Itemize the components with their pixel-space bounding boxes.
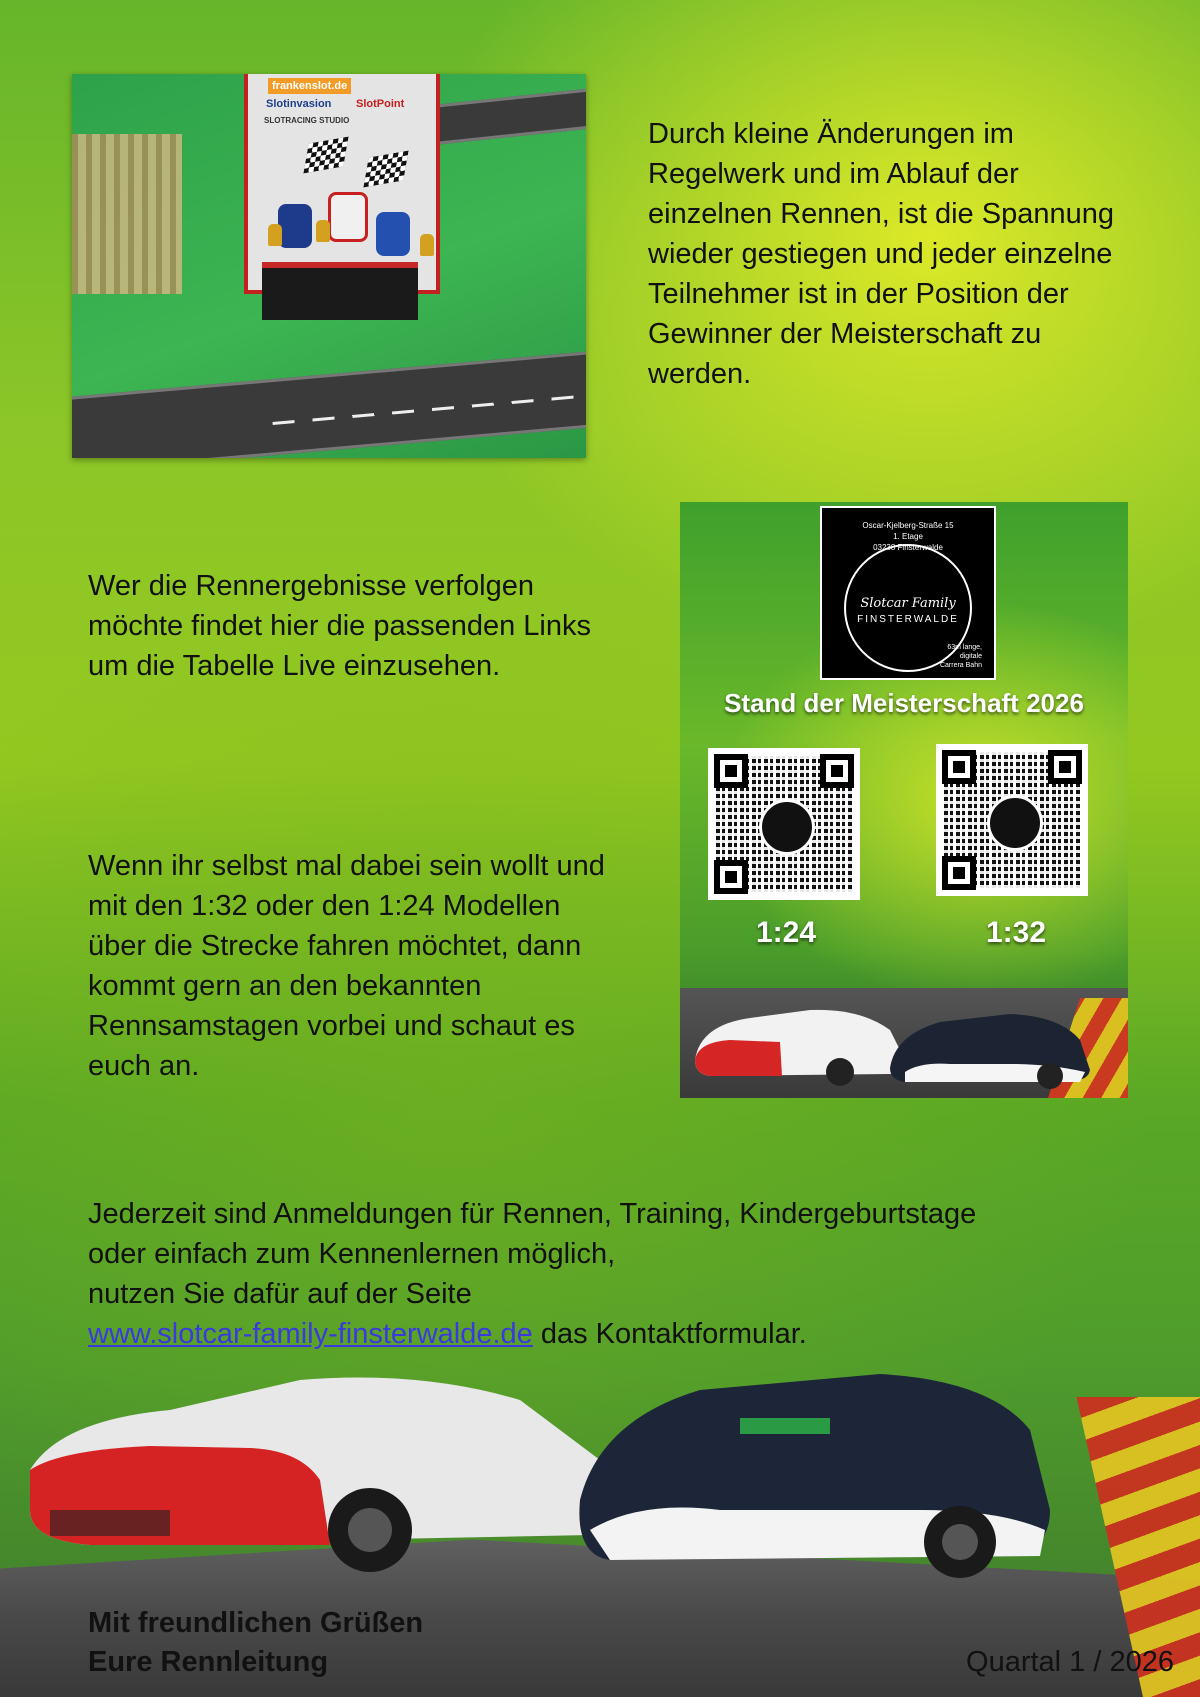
trophy-icon — [420, 234, 434, 256]
sponsor-logo: SLOTRACING STUDIO — [264, 116, 350, 125]
signature-line: Eure Rennleitung — [88, 1646, 329, 1678]
podium-backdrop — [244, 74, 440, 294]
registration-text: Jederzeit sind Anmeldungen für Rennen, Training, Kindergeburtstage oder einfach zum Kennenlernen möglich, nutzen Sie dafür auf der Seite www.slotcar-family-finsterwalde.de das Kontaktformular. — [88, 1198, 977, 1350]
model-car — [328, 192, 368, 242]
club-city: FINSTERWALDE — [857, 614, 959, 625]
closing-greeting — [88, 1604, 423, 1682]
qr-finder — [942, 750, 976, 784]
join-text: Wenn ihr selbst mal dabei sein wollt und mit den 1:32 oder den 1:24 Modellen über die Strecke fahren möchtet, dann kommt gern an den bekannten Rennsamstagen vorbei und schaut es euch an. — [88, 850, 605, 1082]
results-text: Wer die Rennergebnisse verfolgen möchte findet hier die passenden Links um die Tabelle Live einzusehen. — [88, 570, 591, 682]
quarter-label: Quartal 1 / 2026 — [966, 1646, 1174, 1678]
website-link[interactable]: www.slotcar-family-finsterwalde.de — [88, 1318, 533, 1350]
podium-base — [262, 262, 418, 320]
wheel-icon — [1037, 1063, 1063, 1089]
qr-finder — [1048, 750, 1082, 784]
track-note: 63m lange, digitale Carrera Bahn — [939, 644, 982, 669]
club-address: Oscar-Kjelberg-Straße 15 1. Etage 03238 Finsterwalde — [862, 521, 954, 552]
poster-title: Stand der Meisterschaft 2026 — [724, 688, 1084, 718]
porsche-car-red-body — [695, 1040, 782, 1076]
qr-finder — [714, 754, 748, 788]
front-grille — [50, 1510, 170, 1536]
scale-label-1-24: 1:24 — [756, 916, 817, 949]
trophy-icon — [316, 220, 330, 242]
sponsor-logo: frankenslot.de — [268, 78, 351, 94]
scale-label-1-32: 1:32 — [986, 916, 1047, 949]
intro-text: Durch kleine Änderungen im Regelwerk und im Ablauf der einzelnen Rennen, ist die Spannung wieder gestiegen und jeder einzelne Teilnehmer ist in der Position der Gewinner der Meisterschaft zu werden. — [648, 118, 1114, 390]
poster-race-cars — [690, 980, 1110, 1090]
qr-finder — [942, 856, 976, 890]
rim-icon — [348, 1508, 392, 1552]
checkered-flag-icon — [303, 136, 348, 173]
rim-icon — [942, 1524, 978, 1560]
qr-code-1-24[interactable] — [708, 748, 860, 900]
model-car — [278, 204, 312, 248]
checkered-flag-icon — [363, 150, 408, 187]
qr-finder — [820, 754, 854, 788]
trophy-icon — [268, 224, 282, 246]
sponsor-logo: SlotPoint — [356, 98, 405, 110]
qr-code-1-32[interactable] — [936, 744, 1088, 896]
wheel-icon — [826, 1058, 854, 1086]
qr-finder — [714, 860, 748, 894]
wooden-structure — [72, 134, 182, 294]
greeting-line: Mit freundlichen Grüßen — [88, 1607, 424, 1639]
championship-poster — [680, 502, 1128, 1098]
model-car — [376, 212, 410, 256]
sponsor-strip — [740, 1418, 830, 1434]
registration-suffix: das Kontaktformular. — [532, 1318, 807, 1350]
club-logo — [820, 506, 996, 680]
qr-logo-icon — [759, 799, 815, 855]
club-name-script: Slotcar Family — [860, 596, 956, 611]
sponsor-logo: Slotinvasion — [266, 98, 332, 110]
qr-logo-icon — [987, 795, 1043, 851]
podium-photo — [72, 74, 586, 458]
